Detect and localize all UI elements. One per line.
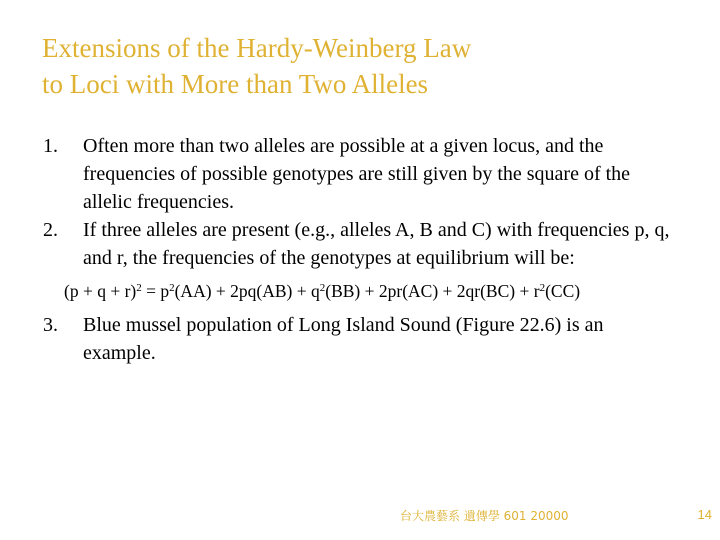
list-item-2 — [40, 216, 680, 272]
formula-lhs: (p + q + r) — [64, 281, 137, 301]
slide-body — [40, 132, 680, 367]
title-line-1: Extensions of the Hardy-Weinberg Law — [42, 33, 472, 63]
formula-exponent: 2 — [539, 282, 546, 294]
formula-term: (CC) — [545, 281, 581, 301]
genotype-formula — [64, 279, 680, 303]
footer-text: 台大農藝系 遺傳學 601 20000 — [400, 509, 569, 523]
formula-exponent: 2 — [319, 282, 326, 294]
list-item-1 — [40, 132, 680, 216]
item-text: Often more than two alleles are possible at a given locus, and the frequencies of possible genotypes are still given by the square of the allelic frequencies. — [83, 135, 631, 213]
list-item-3 — [40, 311, 680, 367]
formula-term: (BB) + 2pr(AC) + 2qr(BC) + r — [325, 281, 540, 301]
item-number: 2. — [43, 219, 58, 241]
page-number: 14 — [697, 507, 712, 522]
item-text: Blue mussel population of Long Island Sound (Figure 22.6) is an example. — [83, 314, 604, 364]
formula-term: (AA) + 2pq(AB) + q — [174, 281, 320, 301]
formula-exponent: 2 — [136, 282, 142, 294]
slide-title — [42, 30, 682, 102]
formula-term: = p — [141, 281, 170, 301]
item-number: 1. — [43, 135, 58, 157]
item-number: 3. — [43, 314, 58, 336]
title-line-2: to Loci with More than Two Alleles — [42, 69, 429, 99]
formula-exponent: 2 — [169, 282, 175, 294]
item-text: If three alleles are present (e.g., alleles A, B and C) with frequencies p, q, and r, the frequencies of the genotypes at equilibrium will be: — [83, 219, 670, 269]
